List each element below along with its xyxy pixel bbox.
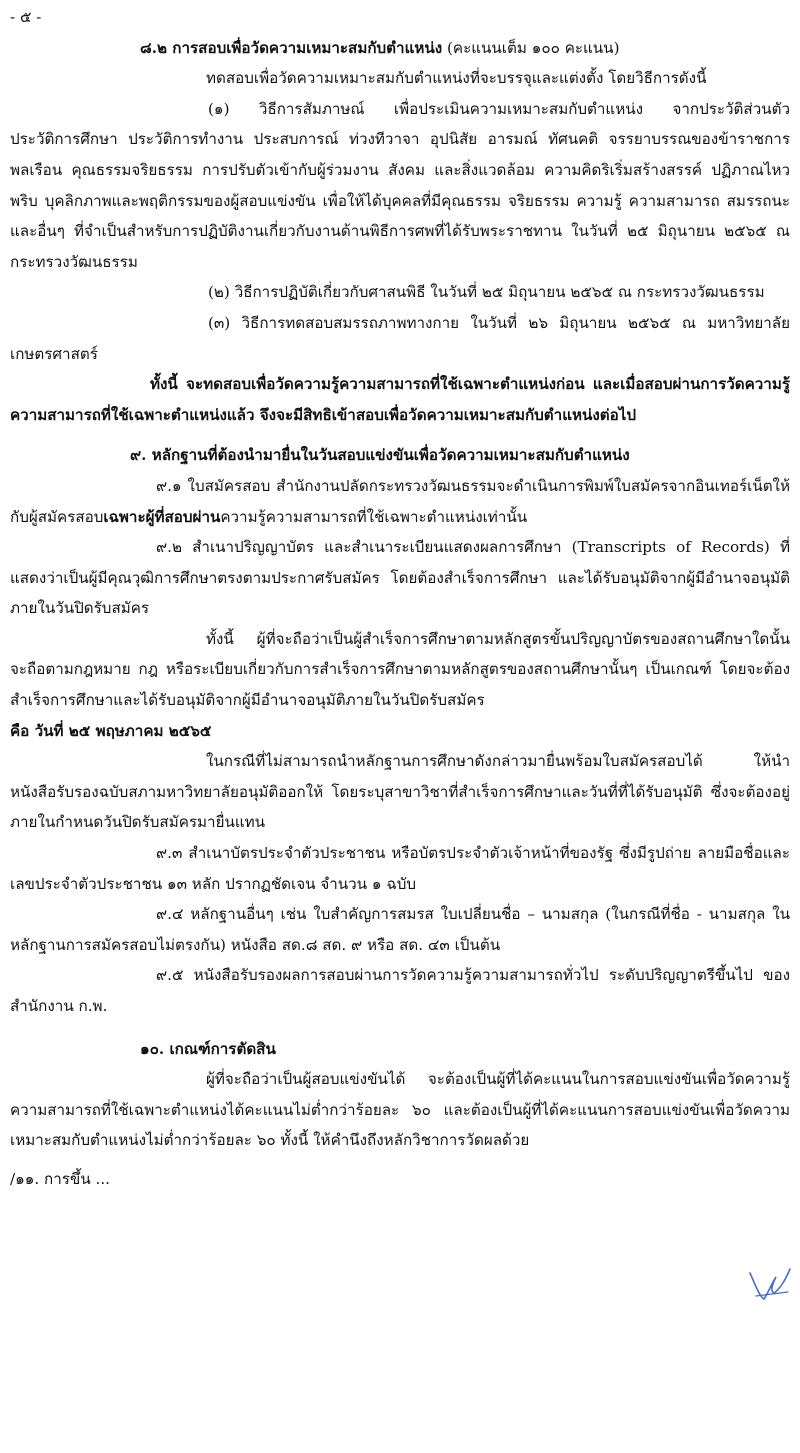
section-8-2-title: ๘.๒ การสอบเพื่อวัดความเหมาะสมกับตำแหน่ง [140, 38, 443, 57]
section-8-2-item-3: (๓) วิธีการทดสอบสมรรถภาพทางกาย ในวันที่ ๒๖ มิถุนายน ๒๕๖๕ ณ มหาวิทยาลัยเกษตรศาสตร์ [10, 313, 790, 363]
next-page-marker: /๑๑. การขึ้น ... [10, 1169, 111, 1188]
section-9-heading: ๙. หลักฐานที่ต้องนำมายื่นในวันสอบแข่งขันเพื่อวัดความเหมาะสมกับตำแหน่ง [130, 446, 630, 465]
section-9-item-1 [10, 471, 790, 532]
section-9-item-3: ๙.๓ สำเนาบัตรประจำตัวประชาชน หรือบัตรประจำตัวเจ้าหน้าที่ของรัฐ ซึ่งมีรูปถ่าย ลายมือชื่อและเลขประจำตัวประชาชน ๑๓ หลัก ปรากฏชัดเจน จำนวน ๑ ฉบับ [10, 844, 790, 893]
section-8-2-intro: ทดสอบเพื่อวัดความเหมาะสมกับตำแหน่งที่จะบรรจุและแต่งตั้ง โดยวิธีการดังนี้ [206, 69, 707, 88]
section-9-item-2-note: ทั้งนี้ ผู้ที่จะถือว่าเป็นผู้สำเร็จการศึกษาตามหลักสูตรขั้นปริญญาบัตรของสถานศึกษาใดนั้น จะถือตามกฎหมาย กฎ หรือระเบียบเกี่ยวกับการสำเร็จการศึกษาตามหลักสูตรของสถานศึกษานั้นๆ เป็นเกณฑ์ โดยจะต้องสำเร็จการศึกษาและได้รับอนุมัติจากผู้มีอำนาจอนุมัติภายในวันปิดรับสมัคร [10, 629, 790, 710]
signature-mark [746, 1263, 792, 1303]
section-9-item-1-emphasis: เฉพาะผู้ที่สอบผ่าน [103, 507, 221, 526]
section-9-item-2-date: คือ วันที่ ๒๕ พฤษภาคม ๒๕๖๕ [10, 721, 212, 740]
section-9-item-4: ๙.๔ หลักฐานอื่นๆ เช่น ใบสำคัญการสมรส ใบเปลี่ยนชื่อ – นามสกุล (ในกรณีที่ชื่อ - นามสกุล ในหลักฐานการสมัครสอบไม่ตรงกัน) หนังสือ สด.๘ สด. ๙ หรือ สด. ๔๓ เป็นต้น [10, 905, 790, 954]
section-8-2-item-2: (๒) วิธีการปฏิบัติเกี่ยวกับศาสนพิธี ในวันที่ ๒๕ มิถุนายน ๒๕๖๕ ณ กระทรวงวัฒนธรรม [208, 283, 765, 302]
section-9-item-1-text: ๙.๑ ใบสมัครสอบ สำนักงานปลัดกระทรวงวัฒนธรรมจะดำเนินการพิมพ์ใบสมัครจากอินเทอร์เน็ตให้กับผู้สมัครสอบ [10, 476, 790, 526]
section-9-item-2-case: ในกรณีที่ไม่สามารถนำหลักฐานการศึกษาดังกล่าวมายื่นพร้อมใบสมัครสอบได้ ให้นำหนังสือรับรองฉบับสภามหาวิทยาลัยอนุมัติออกให้ โดยระบุสาขาวิชาที่สำเร็จการศึกษาและวันที่ที่ได้รับอนุมัติ ซึ่งจะต้องอยู่ภายในกำหนดวันปิดรับสมัครมายื่นแทน [10, 752, 790, 832]
section-10-text: ผู้ที่จะถือว่าเป็นผู้สอบแข่งขันได้ จะต้องเป็นผู้ที่ได้คะแนนในการสอบแข่งขันเพื่อวัดความรู้ความสามารถที่ใช้เฉพาะตำแหน่งได้คะแนนไม่ต่ำกว่าร้อยละ ๖๐ และต้องเป็นผู้ที่ได้คะแนนการสอบแข่งขันเพื่อวัดความเหมาะสมกับตำแหน่งไม่ต่ำกว่าร้อยละ ๖๐ ทั้งนี้ ให้คำนึงถึงหลักวิชาการวัดผลด้วย [10, 1070, 790, 1150]
section-10-heading: ๑๐. เกณฑ์การตัดสิน [140, 1039, 276, 1058]
section-8-2-score: (คะแนนเต็ม ๑๐๐ คะแนน) [442, 38, 620, 57]
section-8-2-note: ทั้งนี้ จะทดสอบเพื่อวัดความรู้ความสามารถที่ใช้เฉพาะตำแหน่งก่อน และเมื่อสอบผ่านการวัดความรู้ความสามารถที่ใช้เฉพาะตำแหน่งแล้ว จึงจะมีสิทธิเข้าสอบเพื่อวัดความเหมาะสมกับตำแหน่งต่อไป [10, 375, 790, 424]
page-number: - ๕ - [10, 8, 42, 26]
section-8-2-heading [10, 33, 790, 64]
section-9-item-5: ๙.๕ หนังสือรับรองผลการสอบผ่านการวัดความรู้ความสามารถทั่วไป ระดับปริญญาตรีขึ้นไป ของสำนักงาน ก.พ. [10, 966, 790, 1015]
section-9-item-1-text-end: ความรู้ความสามารถที่ใช้เฉพาะตำแหน่งเท่านั้น [220, 507, 528, 526]
section-8-2-item-1: (๑) วิธีการสัมภาษณ์ เพื่อประเมินความเหมาะสมกับตำแหน่ง จากประวัติส่วนตัว ประวัติการศึกษา ประวัติการทำงาน ประสบการณ์ ท่วงทีวาจา อุปนิสัย อารมณ์ ทัศนคติ จรรยาบรรณของข้าราชการพลเรือน คุณธรรมจริยธรรม การปรับตัวเข้ากับผู้ร่วมงาน สังคม และสิ่งแวดล้อม ความคิดริเริ่มสร้างสรรค์ ปฏิภาณไหวพริบ บุคลิกภาพและพฤติกรรมของผู้สอบแข่งขัน เพื่อให้ได้บุคคลที่มีคุณธรรม จริยธรรม ความรู้ ความสามารถ สมรรถนะ และอื่นๆ ที่จำเป็นสำหรับการปฏิบัติงานเกี่ยวกับงานด้านพิธีการศพที่ได้รับพระราชทาน ในวันที่ ๒๕ มิถุนายน ๒๕๖๕ ณ กระทรวงวัฒนธรรม [10, 99, 790, 271]
section-9-item-2: ๙.๒ สำเนาปริญญาบัตร และสำเนาระเบียนแสดงผลการศึกษา (Transcripts of Records) ที่แสดงว่าเป็นผู้มีคุณวุฒิการศึกษาตรงตามประกาศรับสมัคร โดยต้องสำเร็จการศึกษา และได้รับอนุมัติจากผู้มีอำนาจอนุมัติภายในวันปิดรับสมัคร [10, 538, 790, 618]
